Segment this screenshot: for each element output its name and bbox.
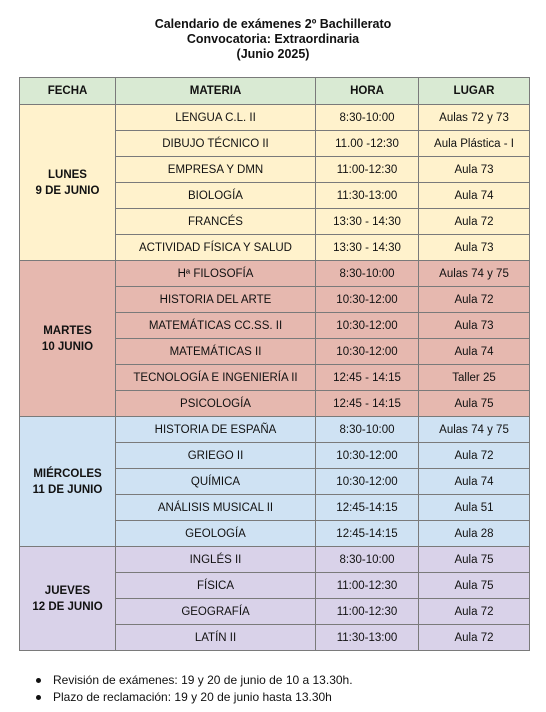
time-cell: 12:45-14:15 xyxy=(316,495,419,521)
bullet-icon xyxy=(36,678,41,683)
notes-list xyxy=(36,672,353,706)
subject-cell: LATÍN II xyxy=(116,625,316,651)
room-cell: Aula 73 xyxy=(419,313,530,339)
time-cell: 11:30-13:00 xyxy=(316,625,419,651)
date-cell xyxy=(20,417,116,547)
room-cell: Aulas 74 y 75 xyxy=(419,261,530,287)
subject-cell: GEOLOGÍA xyxy=(116,521,316,547)
time-cell: 8:30-10:00 xyxy=(316,547,419,573)
date-day: JUEVES xyxy=(44,584,91,597)
subject-cell: DIBUJO TÉCNICO II xyxy=(116,131,316,157)
column-header-fecha: FECHA xyxy=(20,78,116,105)
table-row xyxy=(20,105,530,131)
time-cell: 10:30-12:00 xyxy=(316,339,419,365)
column-header-hora: HORA xyxy=(316,78,419,105)
room-cell: Aula 75 xyxy=(419,391,530,417)
subject-cell: HISTORIA DEL ARTE xyxy=(116,287,316,313)
subject-cell: HISTORIA DE ESPAÑA xyxy=(116,417,316,443)
room-cell: Aulas 72 y 73 xyxy=(419,105,530,131)
subject-cell: EMPRESA Y DMN xyxy=(116,157,316,183)
room-cell: Aula 72 xyxy=(419,625,530,651)
date-day-number: 11 DE JUNIO xyxy=(32,483,103,496)
room-cell: Aulas 74 y 75 xyxy=(419,417,530,443)
room-cell: Taller 25 xyxy=(419,365,530,391)
document-title: Calendario de exámenes 2º Bachillerato xyxy=(154,17,392,31)
note-text: Plazo de reclamación: 19 y 20 de junio hasta 13.30h xyxy=(53,690,332,704)
bullet-icon xyxy=(36,695,41,700)
column-header-materia: MATERIA xyxy=(116,78,316,105)
subject-cell: QUÍMICA xyxy=(116,469,316,495)
time-cell: 11:30-13:00 xyxy=(316,183,419,209)
document-date: (Junio 2025) xyxy=(236,47,310,61)
room-cell: Aula 73 xyxy=(419,157,530,183)
room-cell: Aula 51 xyxy=(419,495,530,521)
note-text: Revisión de exámenes: 19 y 20 de junio de 10 a 13.30h. xyxy=(53,673,353,687)
room-cell: Aula 72 xyxy=(419,287,530,313)
table-body xyxy=(20,105,530,651)
room-cell: Aula 72 xyxy=(419,599,530,625)
room-cell: Aula 74 xyxy=(419,469,530,495)
room-cell: Aula 28 xyxy=(419,521,530,547)
room-cell: Aula 74 xyxy=(419,183,530,209)
subject-cell: BIOLOGÍA xyxy=(116,183,316,209)
time-cell: 8:30-10:00 xyxy=(316,417,419,443)
date-cell xyxy=(20,261,116,417)
time-cell: 11:00-12:30 xyxy=(316,157,419,183)
time-cell: 12:45 - 14:15 xyxy=(316,365,419,391)
time-cell: 10:30-12:00 xyxy=(316,287,419,313)
table-row xyxy=(20,261,530,287)
time-cell: 11:00-12:30 xyxy=(316,599,419,625)
room-cell: Aula 72 xyxy=(419,443,530,469)
document-subtitle: Convocatoria: Extraordinaria xyxy=(186,32,360,46)
subject-cell: GEOGRAFÍA xyxy=(116,599,316,625)
time-cell: 12:45 - 14:15 xyxy=(316,391,419,417)
date-day-number: 12 DE JUNIO xyxy=(32,600,103,613)
subject-cell: PSICOLOGÍA xyxy=(116,391,316,417)
subject-cell: LENGUA C.L. II xyxy=(116,105,316,131)
subject-cell: MATEMÁTICAS CC.SS. II xyxy=(116,313,316,339)
time-cell: 10:30-12:00 xyxy=(316,443,419,469)
time-cell: 13:30 - 14:30 xyxy=(316,209,419,235)
room-cell: Aula 75 xyxy=(419,547,530,573)
subject-cell: Hª FILOSOFÍA xyxy=(116,261,316,287)
subject-cell: TECNOLOGÍA E INGENIERÍA II xyxy=(116,365,316,391)
room-cell: Aula Plástica - I xyxy=(419,131,530,157)
subject-cell: FRANCÉS xyxy=(116,209,316,235)
time-cell: 12:45-14:15 xyxy=(316,521,419,547)
note-item xyxy=(36,672,353,689)
subject-cell: ACTIVIDAD FÍSICA Y SALUD xyxy=(116,235,316,261)
subject-cell: INGLÉS II xyxy=(116,547,316,573)
time-cell: 10:30-12:00 xyxy=(316,313,419,339)
table-header-row xyxy=(20,78,530,105)
date-day: MIÉRCOLES xyxy=(33,467,102,480)
room-cell: Aula 73 xyxy=(419,235,530,261)
date-day-number: 10 JUNIO xyxy=(41,340,94,353)
date-day: MARTES xyxy=(43,324,92,337)
time-cell: 11.00 -12:30 xyxy=(316,131,419,157)
subject-cell: ANÁLISIS MUSICAL II xyxy=(116,495,316,521)
note-item xyxy=(36,689,353,706)
time-cell: 8:30-10:00 xyxy=(316,105,419,131)
exam-calendar-table xyxy=(19,77,530,651)
room-cell: Aula 75 xyxy=(419,573,530,599)
date-cell xyxy=(20,547,116,651)
time-cell: 8:30-10:00 xyxy=(316,261,419,287)
table-row xyxy=(20,417,530,443)
room-cell: Aula 72 xyxy=(419,209,530,235)
time-cell: 13:30 - 14:30 xyxy=(316,235,419,261)
subject-cell: MATEMÁTICAS II xyxy=(116,339,316,365)
column-header-lugar: LUGAR xyxy=(419,78,530,105)
room-cell: Aula 74 xyxy=(419,339,530,365)
subject-cell: FÍSICA xyxy=(116,573,316,599)
time-cell: 11:00-12:30 xyxy=(316,573,419,599)
date-day: LUNES xyxy=(48,168,87,181)
subject-cell: GRIEGO II xyxy=(116,443,316,469)
table-row xyxy=(20,547,530,573)
time-cell: 10:30-12:00 xyxy=(316,469,419,495)
date-day-number: 9 DE JUNIO xyxy=(35,184,100,197)
date-cell xyxy=(20,105,116,261)
